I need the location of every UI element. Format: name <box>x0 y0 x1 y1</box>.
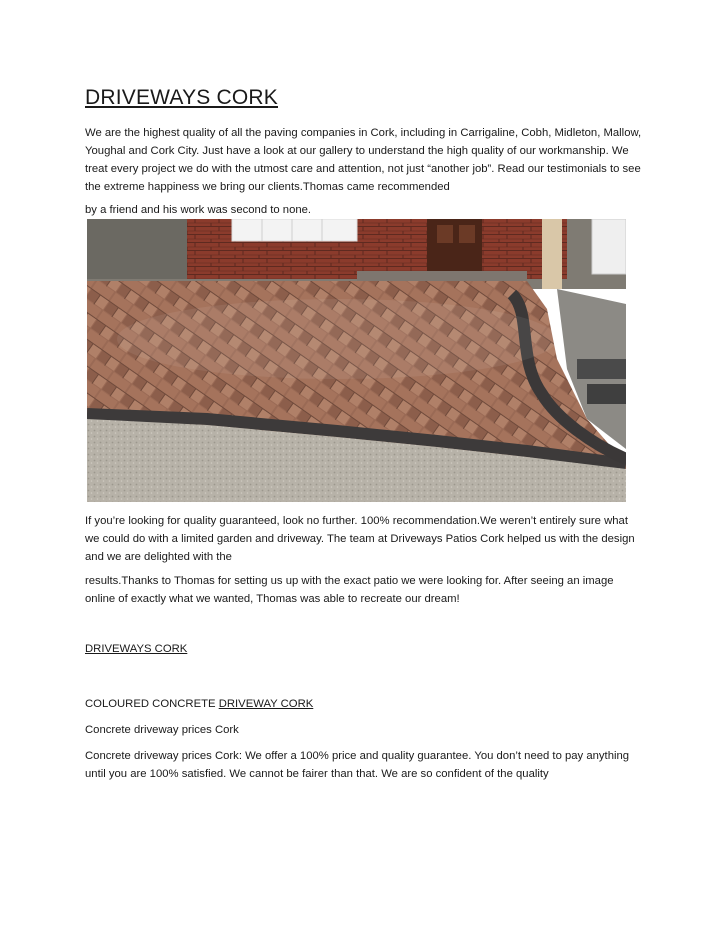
body-paragraph: Concrete driveway prices Cork: We offer a 100% price and quality guarantee. You don’t need to pay anything until you are 100% satisfied. We cannot be fairer than that. We are so confident of the quality <box>85 750 630 780</box>
intro-continuation: by a friend and his work was second to none. <box>85 204 312 216</box>
page-title: DRIVEWAYS CORK <box>85 86 278 109</box>
driveways-cork-link[interactable]: DRIVEWAYS CORK <box>85 643 188 655</box>
subheading: Concrete driveway prices Cork <box>85 724 239 736</box>
driveway-cork-link[interactable]: DRIVEWAY CORK <box>218 698 314 710</box>
intro-paragraph: We are the highest quality of all the paving companies in Cork, including in Carrigaline, Cobh, Midleton, Mallow, Youghal and Cork City. Just have a look at our gallery to understand the high quality of our workmanship. We treat every project we do with the utmost care and attention, not just “another job”. Read our testimonials to see the extreme happiness we bring our clients.Thomas came recommended <box>85 127 642 193</box>
section-heading <box>85 695 645 713</box>
section-prefix: COLOURED CONCRETE <box>85 698 219 710</box>
driveway-photo <box>87 219 626 502</box>
testimonial-paragraph-1: If you’re looking for quality guaranteed, look no further. 100% recommendation.We weren’t entirely sure what we could do with a limited garden and driveway. The team at Driveways Patios Cork helped us with the design and we are delighted with the <box>85 515 635 563</box>
testimonial-paragraph-2: results.Thanks to Thomas for setting us up with the exact patio we were looking for. After seeing an image online of exactly what we wanted, Thomas was able to recreate our dream! <box>85 575 614 605</box>
